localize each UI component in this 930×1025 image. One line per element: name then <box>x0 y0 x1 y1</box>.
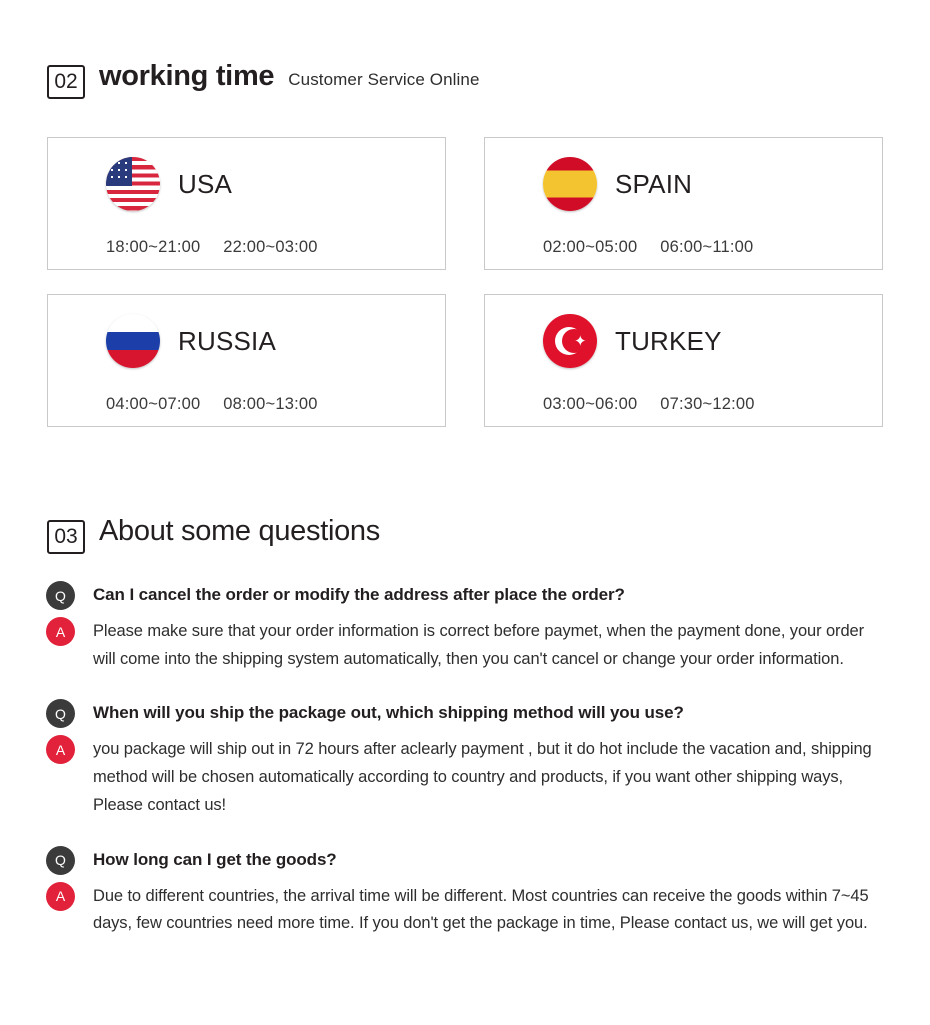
working-time-card-turkey <box>484 294 883 427</box>
faq-title: About some questions <box>99 515 380 547</box>
card-hours <box>485 238 882 257</box>
section-number-badge: 03 <box>47 520 85 554</box>
question-badge-icon: Q <box>46 581 75 610</box>
faq-question-text: How long can I get the goods? <box>93 849 337 869</box>
faq-question-row <box>46 845 886 875</box>
card-header <box>48 152 445 216</box>
hours-slot-1: 18:00~21:00 <box>106 238 201 256</box>
faq-list <box>46 580 886 963</box>
card-header <box>485 309 882 373</box>
section-number-badge: 02 <box>47 65 85 99</box>
hours-slot-1: 04:00~07:00 <box>106 395 201 413</box>
answer-badge-icon: A <box>46 882 75 911</box>
faq-item <box>46 698 886 819</box>
question-badge-icon: Q <box>46 846 75 875</box>
faq-answer-text: Please make sure that your order information is correct before paymet, when the payment done, your order will come into the shipping system automatically, then you can't cancel or change your order information. <box>93 622 864 668</box>
flag-russia-icon <box>106 314 160 368</box>
country-name: USA <box>178 168 233 199</box>
hours-slot-2: 08:00~13:00 <box>223 395 318 413</box>
faq-item <box>46 580 886 673</box>
flag-usa-icon <box>106 157 160 211</box>
faq-question-row <box>46 580 886 610</box>
hours-slot-1: 02:00~05:00 <box>543 238 638 256</box>
faq-answer-text: you package will ship out in 72 hours after aclearly payment , but it do hot include the vacation and, shipping method will be chosen automatically according to country and products, if you want other shipping ways, Please contact us! <box>93 740 872 814</box>
working-time-card-spain <box>484 137 883 270</box>
hours-slot-2: 22:00~03:00 <box>223 238 318 256</box>
answer-badge-icon: A <box>46 735 75 764</box>
hours-slot-2: 07:30~12:00 <box>660 395 755 413</box>
faq-question-text: When will you ship the package out, which shipping method will you use? <box>93 703 684 723</box>
country-name: TURKEY <box>615 325 722 356</box>
page-subtitle: Customer Service Online <box>288 70 480 89</box>
card-hours <box>485 395 882 414</box>
hours-slot-1: 03:00~06:00 <box>543 395 638 413</box>
card-hours <box>48 395 445 414</box>
working-time-section-header <box>47 60 480 96</box>
working-time-card-usa <box>47 137 446 270</box>
faq-question-text: Can I cancel the order or modify the address after place the order? <box>93 585 625 604</box>
flag-spain-icon <box>543 157 597 211</box>
faq-answer-row <box>46 616 886 673</box>
hours-slot-2: 06:00~11:00 <box>660 238 754 256</box>
faq-answer-text: Due to different countries, the arrival time will be different. Most countries can receive the goods within 7~45 days, few countries need more time. If you don't get the package in time, Please contact us, we will get you. <box>93 886 869 933</box>
faq-question-row <box>46 698 886 728</box>
card-header <box>48 309 445 373</box>
country-name: RUSSIA <box>178 325 277 356</box>
country-name: SPAIN <box>615 168 693 199</box>
faq-section-header <box>47 515 380 551</box>
answer-badge-icon: A <box>46 617 75 646</box>
faq-item <box>46 845 886 938</box>
flag-turkey-icon: ✦ <box>543 314 597 368</box>
working-time-card-russia <box>47 294 446 427</box>
page-title: working time <box>99 60 275 92</box>
card-hours <box>48 238 445 257</box>
faq-answer-row <box>46 881 886 938</box>
question-badge-icon: Q <box>46 699 75 728</box>
card-header <box>485 152 882 216</box>
working-time-card-grid <box>47 137 883 427</box>
faq-answer-row <box>46 734 886 819</box>
